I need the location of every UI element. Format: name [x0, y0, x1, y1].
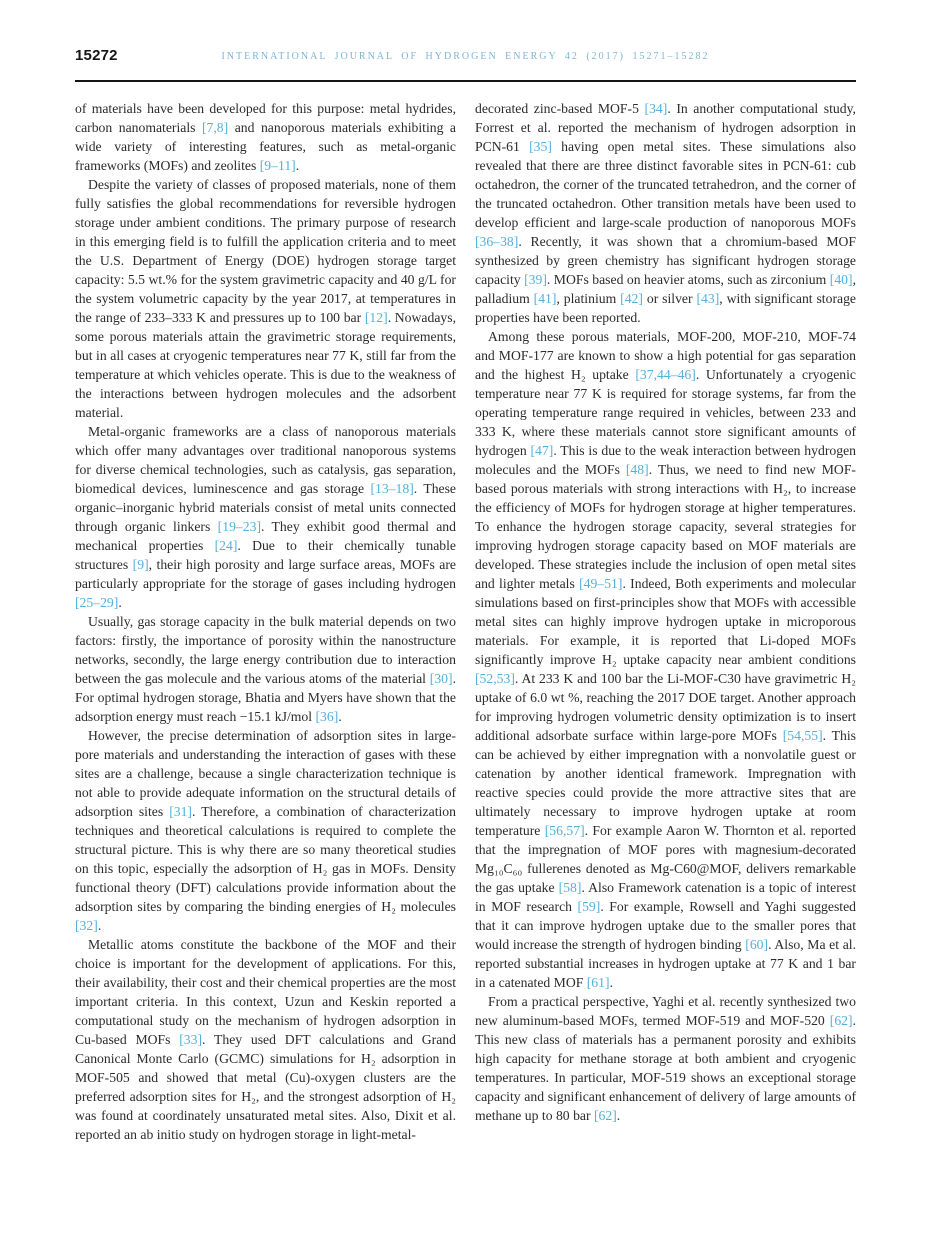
citation-link[interactable]: [60]: [745, 937, 769, 952]
citation-link[interactable]: [34]: [644, 101, 668, 116]
paragraph: Despite the variety of classes of proposed materials, none of them fully satisfies the global recommendations for reversible hydrogen storage under ambient conditions. The primary purpose of research in this emerging field is to fulfill the application criteria and to meet the U.S. Department of Energy (DOE) hydrogen storage target capacity: 5.5 wt.% for the system gravimetric capacity and 40 g/L for the system volumetric capacity by the year 2017, at temperatures in the range of 233–333 K and pressures up to 100 bar [12]. Nowadays, some porous materials attain the gravimetric storage requirements, but in all cases at cryogenic temperatures near 77 K, still far from the temperature at which vehicles operate. This is due to the weakness of the interactions between hydrogen molecules and the adsorbent material.: [75, 177, 456, 420]
citation-link[interactable]: [52,53]: [475, 671, 515, 686]
paragraph: Usually, gas storage capacity in the bulk material depends on two factors: firstly, the importance of porosity within the nanostructure networks, secondly, the large energy contribution due to interaction between the gas molecule and the various atoms of the material [30]. For optimal hydrogen storage, Bhatia and Myers have shown that the adsorption energy must reach −15.1 kJ/mol [36].: [75, 614, 456, 724]
journal-title: INTERNATIONAL JOURNAL OF HYDROGEN ENERGY 42 (2017) 15271–15282: [221, 51, 710, 62]
citation-link[interactable]: [56,57]: [544, 823, 585, 838]
citation-link[interactable]: [40]: [829, 272, 853, 287]
citation-link[interactable]: [36]: [315, 709, 339, 724]
citation-link[interactable]: [48]: [625, 462, 649, 477]
citation-link[interactable]: [9]: [132, 557, 149, 572]
citation-link[interactable]: [30]: [429, 671, 453, 686]
citation-link[interactable]: [62]: [829, 1013, 853, 1028]
citation-link[interactable]: [25–29]: [75, 595, 119, 610]
paragraph: However, the precise determination of adsorption sites in large-pore materials and understanding the interaction of gases with these sites are a challenge, because a single characterization technique is not able to provide adequate information on the structural details of adsorption sites [31]. Therefore, a combination of characterization techniques and theoretical calculations is required to complete the structural picture. This is why there are so many theoretical studies on this topic, especially the adsorption of H₂ gas in MOFs. Density functional theory (DFT) calculations provide information about the adsorption sites by comparing the binding energies of H₂ molecules [32].: [75, 728, 456, 933]
citation-link[interactable]: [36–38]: [475, 234, 519, 249]
citation-link[interactable]: [59]: [577, 899, 601, 914]
citation-link[interactable]: [39]: [524, 272, 547, 287]
header-rule: [75, 80, 856, 82]
page-header: [75, 46, 856, 68]
paragraph: Metal-organic frameworks are a class of nanoporous materials which offer many advantages over traditional nanoporous systems for diverse chemical technologies, such as catalysis, gas separation, biomedical devices, luminescence and gas storage [13–18]. These organic–inorganic hybrid materials consist of metal units connected through organic linkers [19–23]. They exhibit good thermal and mechanical properties [24]. Due to their chemically tunable structures [9], their high porosity and large surface areas, MOFs are particularly appropriate for the storage of gases including hydrogen [25–29].: [75, 424, 457, 610]
citation-link[interactable]: [62]: [593, 1108, 617, 1123]
paragraph: of materials have been developed for this purpose: metal hydrides, carbon nanomaterials [7,8] and nanoporous materials exhibiting a wide variety of interesting features, such as metal-organic frameworks (MOFs) and zeolites [9–11].: [75, 101, 457, 173]
citation-link[interactable]: [19–23]: [217, 519, 262, 534]
citation-link[interactable]: [24]: [214, 538, 238, 553]
paragraph: decorated zinc-based MOF-5 [34]. In another computational study, Forrest et al. reported the mechanism of hydrogen adsorption in PCN-61 [35] having open metal sites. These simulations also revealed that there are three distinct favorable sites in PCN-61: cub octahedron, the corner of the truncated tetrahedron, and the corner of the truncated octahedron. Other transition metals have been used to develop efficient and large-scale production of nanoporous MOFs [36–38]. Recently, it was shown that a chromium-based MOF synthesized by green chemistry has significant hydrogen storage capacity [39]. MOFs based on heavier atoms, such as zirconium [40], palladium [41], platinium [42] or silver [43], with significant storage properties have been reported.: [475, 101, 857, 325]
left-column: [75, 99, 456, 1144]
citation-link[interactable]: [31]: [169, 804, 192, 819]
paragraph: Among these porous materials, MOF-200, MOF-210, MOF-74 and MOF-177 are known to show a high potential for gas separation and the highest H₂ uptake [37,44–46]. Unfortunately a cryogenic temperature near 77 K is required for storage systems, far from the operating temperature range required in vehicles, between 233 and 333 K, where these materials cannot store significant amounts of hydrogen [47]. This is due to the weak interaction between hydrogen molecules and the MOFs [48]. Thus, we need to find new MOF-based porous materials with strong interactions with H₂, to increase the efficiency of MOFs for hydrogen storage at higher temperatures. To enhance the hydrogen storage capacity, several strategies for improving hydrogen storage capacity based on MOF materials are developed. These strategies include the inclusion of open metal sites and lighter metals [49–51]. Indeed, Both experiments and molecular simulations based on first-principles show that MOFs with accessible metal sites can highly improve hydrogen uptake in microporous materials. For example, it is reported that Li-doped MOFs significantly improve H₂ uptake capacity near ambient conditions [52,53]. At 233 K and 100 bar the Li-MOF-C30 have gravimetric H₂ uptake of 6.0 wt %, reaching the 2017 DOE target. Another approach for improving hydrogen volumetric density optimization is to insert additional adsorbate surface within large-pore MOFs [54,55]. This can be achieved by either impregnation with a nonvolatile guest or catenation by another identical framework. Impregnation with reactive species could provide the more attractive sites that are ultimately necessary to improve hydrogen uptake at room temperature [56,57]. For example Aaron W. Thornton et al. reported that the impregnation of MOF pores with magnesium-decorated Mg₁₀C₆₀ fullerenes denoted as Mg-C60@MOF, delivers remarkable the gas uptake [58]. Also Framework catenation is a topic of interest in MOF research [59]. For example, Rowsell and Yaghi suggested that it can improve hydrogen uptake due to the smaller pores that would increase the strength of hydrogen binding [60]. Also, Ma et al. reported substantial increases in hydrogen uptake at 77 K and 1 bar in a catenated MOF [61].: [475, 329, 857, 990]
paragraph: From a practical perspective, Yaghi et al. recently synthesized two new aluminum-based MOFs, termed MOF-519 and MOF-520 [62]. This new class of materials has a permanent porosity and exhibits high capacity for methane storage at both ambient and cryogenic temperatures. In particular, MOF-519 shows an exceptional storage capacity and significant enhancement of delivery of large amounts of methane up to 80 bar [62].: [475, 994, 856, 1123]
citation-link[interactable]: [13–18]: [370, 481, 414, 496]
citation-link[interactable]: [58]: [558, 880, 582, 895]
article-body: [75, 99, 856, 1144]
citation-link[interactable]: [42]: [620, 291, 643, 306]
citation-link[interactable]: [37,44–46]: [635, 367, 696, 382]
citation-link[interactable]: [32]: [75, 918, 98, 933]
citation-link[interactable]: [43]: [696, 291, 720, 306]
citation-link[interactable]: [49–51]: [579, 576, 623, 591]
citation-link[interactable]: [35]: [529, 139, 552, 154]
citation-link[interactable]: [54,55]: [782, 728, 823, 743]
right-column: [475, 99, 856, 1144]
citation-link[interactable]: [12]: [364, 310, 388, 325]
paragraph: Metallic atoms constitute the backbone of the MOF and their choice is important for the development of applications. For this, their availability, their cost and their chemical properties are the most important criteria. In this context, Uzun and Keskin reported a computational study on the mechanism of hydrogen adsorption in Cu-based MOFs [33]. They used DFT calculations and Grand Canonical Monte Carlo (GCMC) simulations for H₂ adsorption in MOF-505 and showed that metal (Cu)-oxygen clusters are the preferred adsorption sites for H₂, and the strongest adsorption of H₂ was found at coordinately unsaturated metal sites. Also, Dixit et al. reported an ab initio study on hydrogen storage in light-metal-: [75, 937, 456, 1142]
citation-link[interactable]: [41]: [533, 291, 557, 306]
citation-link[interactable]: [47]: [530, 443, 554, 458]
citation-link[interactable]: [7,8]: [201, 120, 229, 135]
citation-link[interactable]: [9–11]: [259, 158, 296, 173]
citation-link[interactable]: [33]: [179, 1032, 203, 1047]
page-number: 15272: [75, 47, 118, 64]
citation-link[interactable]: [61]: [586, 975, 610, 990]
